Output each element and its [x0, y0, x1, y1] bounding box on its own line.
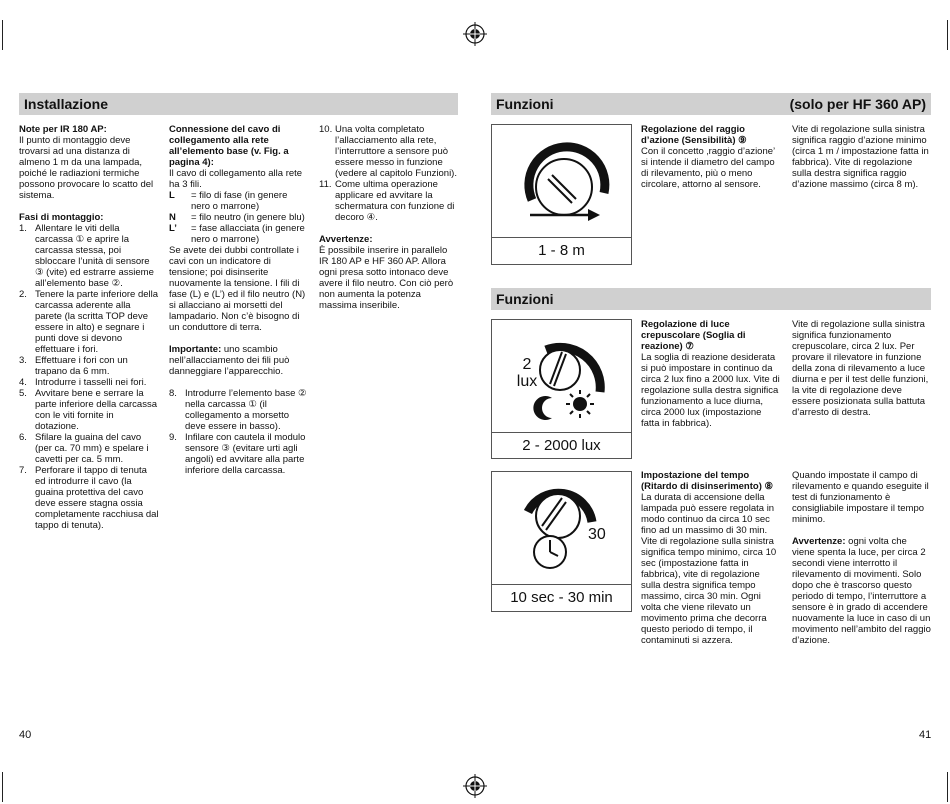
- warning-text: È possibile inserire in parallelo IR 180 AP e HF 360 AP. Allora ogni presa sotto intonaco deve avere il filo neutro. Con ciò però non aumenta la potenza massima inseribile.: [319, 245, 454, 311]
- page-number-left: 40: [19, 729, 32, 741]
- figure-lux-text: [641, 319, 781, 429]
- list-item: 11. Come ultima operazione applicare ed avvitare la schermatura con funzione di decoro ④.: [319, 179, 455, 223]
- funzioni-note: (solo per HF 360 AP): [789, 96, 926, 112]
- range-text: Con il concetto ‚raggio d’azione’ si intende il diametro del campo di rilevamento, più o meno circolare, attorno al sensore.: [641, 146, 775, 190]
- figure-range: [491, 124, 632, 265]
- time-dial-icon: [492, 472, 631, 584]
- lux-heading: Regolazione di luce crepuscolare (Soglia di reazione) ⑦: [641, 319, 746, 352]
- left-column-2: [169, 124, 309, 476]
- list-item: 1. Allentare le viti della carcassa ① e aprire la carcassa stessa, poi sbloccare l’unità di sensore ③ (vite) ed estrarre assieme all’elemento base ②.: [19, 223, 154, 289]
- list-item: 6. Sfilare la guaina del cavo (per ca. 70 mm) e spelare i cavetti per ca. 5 mm.: [19, 432, 149, 465]
- time-side-text: Quando impostate il campo di rilevamento e quando eseguite il test di funzionamento è consigliabile impostare il tempo minimo.: [792, 470, 929, 525]
- list-item: 10. Una volta completato l’allacciamento alla rete, l’interruttore a sensore può essere messo in funzione (vedere al capitolo Funzioni).: [319, 124, 457, 179]
- warning-heading: Avvertenze:: [319, 234, 373, 245]
- list-item: 2. Tenere la parte inferiore della carcassa aderente alla parete (la scritta TOP deve essere in alto) e segnare i punti dove si devono effettuare i fori.: [19, 289, 159, 355]
- lux-dial-label: 2 lux: [516, 356, 538, 390]
- left-column-3: [319, 124, 459, 311]
- figure-lux-caption: 2 - 2000 lux: [492, 432, 631, 459]
- figure-time-side-text: [792, 470, 932, 646]
- funzioni-title-1: Funzioni: [496, 96, 554, 112]
- note-heading: Note per IR 180 AP:: [19, 124, 107, 135]
- crop-mark-right: [947, 20, 948, 50]
- connection-heading: Connessione del cavo di collegamento alla rete all’elemento base (v. Fig. a pagina 4):: [169, 124, 289, 168]
- registration-mark-bottom-icon: [463, 774, 487, 798]
- doubt-text: Se avete dei dubbi controllate i cavi con un indicatore di tensione; poi disinserite nuovamente la tensione. I fili di fase (L) e (L’) ed il filo neutro (N) si allacciano ai morsetti del lampadario. Non c’è bisogno di un conduttore di terra.: [169, 245, 306, 333]
- figure-time: [491, 471, 632, 612]
- wire-n: N = filo neutro (in genere blu): [169, 212, 305, 223]
- crop-mark-bottom-right: [947, 772, 948, 802]
- crop-mark-left: [2, 20, 3, 50]
- steps-heading: Fasi di montaggio:: [19, 212, 104, 223]
- wire-l: L = filo di fase (in genere nero o marrone): [169, 190, 288, 212]
- important-note: Importante: uno scambio nell’allacciamento dei fili può danneggiare l’apparecchio.: [169, 344, 290, 377]
- list-item: 3. Effettuare i fori con un trapano da 6 mm.: [19, 355, 128, 377]
- range-dial-icon: [492, 125, 631, 237]
- registration-mark-top-icon: [463, 22, 487, 46]
- left-column-1: [19, 124, 159, 531]
- figure-range-caption: 1 - 8 m: [492, 237, 631, 264]
- figure-range-text: [641, 124, 781, 190]
- steps-list-3: [319, 124, 459, 223]
- steps-list-2: [169, 388, 309, 476]
- time-heading: Impostazione del tempo (Ritardo di disinserimento) ⑧: [641, 470, 774, 492]
- note-text: Il punto di montaggio deve trovarsi ad una distanza di almeno 1 m da una lampada, poiché le radiazioni termiche possono provocare lo scatto del sistema.: [19, 135, 154, 201]
- lux-text: La soglia di reazione desiderata si può impostare in continuo da circa 2 lux fino a 2000 lux. Vite di regolazione sulla destra significa funzionamento a luce diurna, circa 2000 lux (impostazione fatta in fabbrica).: [641, 352, 780, 429]
- figure-lux: [491, 319, 632, 459]
- time-side-warning: Avvertenze: ogni volta che viene spenta la luce, per circa 2 secondi viene interrotto il rilevamento di movimenti. Solo dopo che è trascorso questo periodo di tempo, l’interruttore a sensore è in grado di accendere nuovamente la luce in caso di un movimento nell’ambito del raggio d’azione.: [792, 536, 931, 646]
- connection-text: Il cavo di collegamento alla rete ha 3 fili.: [169, 168, 303, 190]
- list-item: 8. Introdurre l’elemento base ② nella carcassa ① (il collegamento a morsetto deve essere in basso).: [169, 388, 307, 432]
- figure-lux-side-text: Vite di regolazione sulla sinistra significa funzionamento crepuscolare, circa 2 lux. Per provare il rilevatore in funzione della zona di rilevamento a luce diurna e per il test delle funzioni, la vite di regolazione deve essere posizionata sulla battuta d’arresto di destra.: [792, 319, 929, 418]
- figure-time-text: [641, 470, 781, 646]
- wire-l-prime: L’ = fase allacciata (in genere nero o marrone): [169, 223, 305, 245]
- time-dial-label: 30: [588, 526, 606, 543]
- funzioni-header-bar-2: [491, 288, 931, 310]
- steps-list-1: [19, 223, 159, 531]
- list-item: 9. Infilare con cautela il modulo sensore ③ (evitare urti agli angoli) ed avvitare alla parte inferiore della carcassa.: [169, 432, 306, 476]
- figure-time-caption: 10 sec - 30 min: [492, 584, 631, 611]
- crop-mark-bottom-left: [2, 772, 3, 802]
- installazione-title: Installazione: [24, 96, 109, 112]
- time-text: La durata di accensione della lampada può essere regolata in modo continuo da circa 10 sec fino ad un massimo di 30 min. Vite di regolazione sulla sinistra significa tempo minimo, circa 10 sec (impostazione fatta in fabbrica), vite di regolazione sulla destra significa tempo massimo, circa 30 min. Ogni volta che viene rilevato un movimento prima che decorra questo periodo di tempo, il contaminuti si azzera.: [641, 492, 777, 646]
- list-item: 7. Perforare il tappo di tenuta ed introdurre il cavo (la guaina protettiva del cavo deve essere stagna ossia completamente racchiusa dal tappo di tenuta).: [19, 465, 159, 531]
- list-item: 5. Avvitare bene e serrare la parte inferiore della carcassa con le viti fornite in dotazione.: [19, 388, 157, 432]
- range-heading: Regolazione del raggio d’azione (Sensibilità) ⑨: [641, 124, 747, 146]
- list-item: 4. Introdurre i tasselli nei fori.: [19, 377, 147, 388]
- page-number-right: 41: [919, 729, 932, 741]
- funzioni-title-2: Funzioni: [496, 291, 554, 307]
- figure-range-side-text: Vite di regolazione sulla sinistra significa raggio d’azione minimo (circa 1 m / impostazione fatta in fabbrica). Vite di regolazione sulla destra significa raggio d’azione massimo (circa 8 m).: [792, 124, 929, 190]
